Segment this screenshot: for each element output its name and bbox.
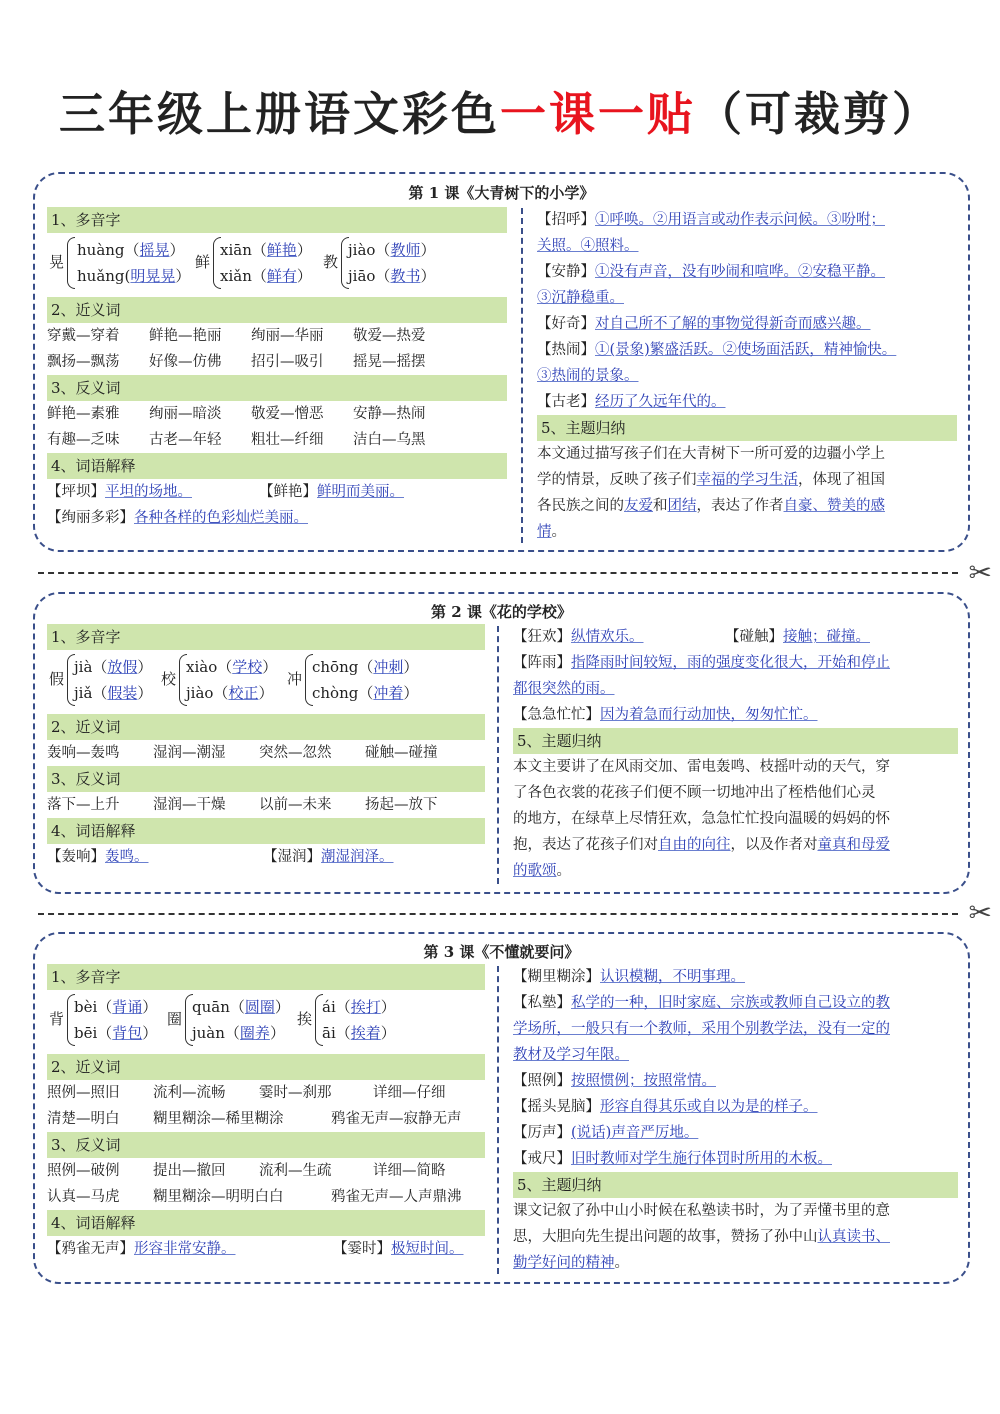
pinyin: jiǎ（ — [74, 684, 108, 702]
definition: 私学的一种，旧时家庭、宗族或教师自己设立的教 — [571, 995, 890, 1011]
summary-text: 各民族之间的 — [537, 498, 624, 514]
term: 【糊里糊涂】 — [513, 969, 600, 985]
synonym-row — [47, 323, 507, 349]
polyphone-word: 教书 — [390, 267, 421, 285]
lesson-3-right — [513, 964, 958, 1276]
paren: ） — [420, 267, 436, 285]
definition: 按照惯例；按照常情。 — [571, 1073, 716, 1089]
word-pair: 提出—撤回 — [153, 1163, 226, 1179]
word-pair: 鲜艳—素雅 — [47, 406, 120, 422]
summary — [513, 1198, 958, 1276]
word-pair: 轰响—轰鸣 — [47, 745, 120, 761]
term: 【厉声】 — [513, 1125, 571, 1141]
pinyin: chòng（ — [312, 684, 374, 702]
pinyin: quān（ — [192, 998, 245, 1016]
polyphone-block — [47, 233, 507, 291]
scissor-icon: ✂ — [968, 556, 992, 589]
section-header: 2、近义词 — [47, 1054, 485, 1080]
lesson-2-title: 第 2 课《花的学校》 — [431, 603, 572, 621]
term: 【古老】 — [537, 394, 595, 410]
polyphone-word: 学校 — [232, 658, 263, 676]
pinyin: xiān（ — [220, 241, 267, 259]
explanation-row — [47, 844, 485, 870]
summary-key: 情 — [537, 524, 552, 540]
summary-text: 。 — [551, 524, 566, 540]
cut-line — [38, 572, 958, 574]
cut-line — [38, 913, 958, 915]
term: 【招呼】 — [537, 212, 595, 228]
polyphone-word: 鲜艳 — [266, 241, 297, 259]
word-pair: 照例—照旧 — [47, 1085, 120, 1101]
term: 【私塾】 — [513, 995, 571, 1011]
definition: ③沉静稳重。 — [537, 290, 624, 306]
polyphone-char: 鲜 — [195, 253, 211, 271]
term: 【鸦雀无声】 — [47, 1241, 134, 1257]
definition: 轰鸣。 — [105, 849, 149, 865]
summary-key: 勤学好问的精神 — [513, 1255, 615, 1271]
synonym-row — [47, 349, 507, 375]
explanation-row — [47, 505, 507, 531]
word-pair: 糊里糊涂—明明白白 — [153, 1189, 284, 1205]
pinyin: jiào（ — [348, 241, 391, 259]
antonym-row — [47, 401, 507, 427]
pinyin: huàng（ — [77, 241, 140, 259]
polyphone-word: 教师 — [390, 241, 421, 259]
definition: ①没有声音，没有吵闹和喧哗。②安稳平静。 — [595, 264, 885, 280]
polyphone-word: 冲刺 — [373, 658, 404, 676]
polyphone-block — [47, 990, 485, 1048]
term: 【轰响】 — [47, 849, 105, 865]
definition: 鲜明而美丽。 — [317, 484, 404, 500]
word-pair: 详细—仔细 — [373, 1085, 446, 1101]
term-entry — [513, 1094, 958, 1120]
section-header: 5、主题归纳 — [513, 728, 958, 754]
pinyin: jiào（ — [186, 684, 229, 702]
summary-key: 的歌颂 — [513, 863, 557, 879]
summary-line: 了各色衣裳的花孩子们便不顾一切地冲出了桎梏他们心灵 — [513, 785, 876, 801]
term: 【热闹】 — [537, 342, 595, 358]
antonym-row — [47, 1158, 485, 1184]
section-header: 3、反义词 — [47, 375, 507, 401]
polyphone-word: 校正 — [228, 684, 259, 702]
polyphone-char: 假 — [49, 670, 65, 688]
definition: 认识模糊，不明事理。 — [600, 969, 745, 985]
definition: 教材及学习年限。 — [513, 1047, 629, 1063]
summary-key: 自豪、赞美的感 — [783, 498, 885, 514]
section-header: 5、主题归纳 — [513, 1172, 958, 1198]
word-pair: 落下—上升 — [47, 797, 120, 813]
word-pair: 粗壮—纤细 — [251, 432, 324, 448]
definition: 潮湿润泽。 — [321, 849, 394, 865]
term: 【摇头晃脑】 — [513, 1099, 600, 1115]
paren: ） — [175, 267, 191, 285]
definition: 对自己所不了解的事物觉得新奇而感兴趣。 — [595, 316, 871, 332]
term-entry — [513, 1146, 958, 1172]
summary-text: 思，大胆向先生提出问题的故事，赞扬了孙中山 — [513, 1229, 818, 1245]
paren: ） — [403, 658, 419, 676]
term: 【碰触】 — [725, 629, 783, 645]
word-pair: 好像—仿佛 — [149, 354, 222, 370]
term: 【霎时】 — [333, 1241, 391, 1257]
paren: ） — [380, 998, 396, 1016]
polyphone-char: 校 — [161, 670, 177, 688]
definition: 指降雨时间较短，雨的强度变化很大，开始和停止 — [571, 655, 890, 671]
paren: ） — [258, 684, 274, 702]
definition: (说话)声音严厉地。 — [571, 1125, 699, 1141]
definition: 形容非常安静。 — [134, 1241, 236, 1257]
summary-line: 课文记叙了孙中山小时候在私塾读书时，为了弄懂书里的意 — [513, 1203, 890, 1219]
term: 【急急忙忙】 — [513, 707, 600, 723]
term-entry — [513, 964, 958, 990]
polyphone-word: 摇晃 — [139, 241, 170, 259]
paren: ） — [380, 1024, 396, 1042]
section-header: 4、词语解释 — [47, 453, 507, 479]
section-header: 1、多音字 — [47, 624, 485, 650]
pinyin: bèi（ — [74, 998, 113, 1016]
term: 【鲜艳】 — [259, 484, 317, 500]
paren: ） — [137, 658, 153, 676]
summary-key: 认真读书、 — [817, 1229, 890, 1245]
polyphone-char: 挨 — [297, 1010, 313, 1028]
lesson-1-left — [47, 207, 507, 531]
lesson-3-title: 第 3 课《不懂就要问》 — [423, 943, 580, 961]
summary-key: 自由的向往 — [658, 837, 731, 853]
definition: 平坦的场地。 — [105, 484, 192, 500]
word-pair: 鲜艳—艳丽 — [149, 328, 222, 344]
definition: ①(景象)繁盛活跃。②使场面活跃，精神愉快。 — [595, 342, 897, 358]
synonym-row — [47, 1106, 485, 1132]
definition: 接触；碰撞。 — [783, 629, 870, 645]
pinyin: chōng（ — [312, 658, 374, 676]
word-pair: 绚丽—暗淡 — [149, 406, 222, 422]
term-entry — [537, 259, 957, 285]
summary-text: 。 — [556, 863, 571, 879]
section-header: 3、反义词 — [47, 766, 485, 792]
term: 【安静】 — [537, 264, 595, 280]
term: 【坪坝】 — [47, 484, 105, 500]
definition: ③热闹的景象。 — [537, 368, 639, 384]
definition: 经历了久远年代的。 — [595, 394, 726, 410]
term-entry — [537, 311, 957, 337]
summary-key: 童真和母爱 — [817, 837, 890, 853]
word-pair: 飘扬—飘荡 — [47, 354, 120, 370]
paren: ） — [142, 1024, 158, 1042]
pinyin: juàn（ — [192, 1024, 240, 1042]
polyphone-word: 背诵 — [112, 998, 143, 1016]
word-pair: 绚丽—华丽 — [251, 328, 324, 344]
word-pair: 照例—破例 — [47, 1163, 120, 1179]
synonym-row — [47, 740, 485, 766]
section-header: 3、反义词 — [47, 1132, 485, 1158]
explanation-row — [47, 479, 507, 505]
summary-key: 友爱 — [624, 498, 653, 514]
word-pair: 穿戴—穿着 — [47, 328, 120, 344]
term-entry — [513, 1120, 958, 1146]
word-pair: 霎时—刹那 — [259, 1085, 332, 1101]
word-pair: 安静—热闹 — [353, 406, 426, 422]
term: 【好奇】 — [537, 316, 595, 332]
term: 【照例】 — [513, 1073, 571, 1089]
pinyin: xiǎn（ — [220, 267, 267, 285]
column-divider — [521, 208, 523, 543]
definition: 旧时教师对学生施行体罚时所用的木板。 — [571, 1151, 832, 1167]
word-pair: 流利—生疏 — [259, 1163, 332, 1179]
section-header: 2、近义词 — [47, 297, 507, 323]
summary-key: 团结 — [667, 498, 697, 514]
word-pair: 糊里糊涂—稀里糊涂 — [153, 1111, 284, 1127]
word-pair: 有趣—乏味 — [47, 432, 120, 448]
summary — [513, 754, 958, 884]
pinyin: jià（ — [74, 658, 108, 676]
paren: ） — [274, 998, 290, 1016]
polyphone-char: 圈 — [167, 1010, 183, 1028]
word-pair: 详细—简略 — [373, 1163, 446, 1179]
word-pair: 敬爱—热爱 — [353, 328, 426, 344]
polyphone-word: 圆圈 — [244, 998, 275, 1016]
summary-line: 本文通过描写孩子们在大青树下一所可爱的边疆小学上 — [537, 446, 885, 462]
term-entry — [537, 207, 957, 233]
paren: ） — [142, 998, 158, 1016]
column-divider — [497, 626, 499, 884]
summary-line: 的地方，在绿草上尽情狂欢，急急忙忙投向温暖的妈妈的怀 — [513, 811, 890, 827]
definition: 都很突然的雨。 — [513, 681, 615, 697]
paren: ） — [296, 241, 312, 259]
paren: ） — [403, 684, 419, 702]
definition: 极短时间。 — [391, 1241, 464, 1257]
term: 【湿润】 — [263, 849, 321, 865]
lesson-1-card — [33, 172, 970, 552]
title-tail: （可裁剪） — [696, 87, 941, 141]
section-header: 5、主题归纳 — [537, 415, 957, 441]
word-pair: 鸦雀无声—寂静无声 — [331, 1111, 462, 1127]
summary — [537, 441, 957, 545]
term-entry — [513, 1068, 958, 1094]
word-pair: 清楚—明白 — [47, 1111, 120, 1127]
lesson-2-left — [47, 624, 485, 870]
pinyin: huǎng( — [77, 267, 131, 285]
term: 【狂欢】 — [513, 629, 571, 645]
word-pair: 以前—未来 — [259, 797, 332, 813]
paren: ） — [169, 241, 185, 259]
definition: 各种各样的色彩灿烂美丽。 — [134, 510, 308, 526]
lesson-2-card — [33, 592, 970, 894]
definition: 因为着急而行动加快，匆匆忙忙。 — [600, 707, 818, 723]
polyphone-word: 明晃晃 — [130, 267, 176, 285]
word-pair: 流利—流畅 — [153, 1085, 226, 1101]
lesson-2-right — [513, 624, 958, 884]
antonym-row — [47, 792, 485, 818]
word-pair: 扬起—放下 — [365, 797, 438, 813]
page-title — [0, 78, 1000, 144]
section-header: 2、近义词 — [47, 714, 485, 740]
definition: ①呼唤。②用语言或动作表示问候。③吩咐； — [595, 212, 885, 228]
lesson-1-title: 第 1 课《大青树下的小学》 — [408, 184, 595, 202]
lesson-3-card — [33, 932, 970, 1284]
polyphone-word: 圈养 — [239, 1024, 270, 1042]
definition: 关照。④照料。 — [537, 238, 639, 254]
explanation-row — [47, 1236, 485, 1262]
pinyin: ái（ — [322, 998, 351, 1016]
polyphone-word: 鲜有 — [266, 267, 297, 285]
paren: ） — [262, 658, 278, 676]
synonym-row — [47, 1080, 485, 1106]
polyphone-word: 冲着 — [373, 684, 404, 702]
paren: ） — [420, 241, 436, 259]
antonym-row — [47, 427, 507, 453]
paren: ） — [296, 267, 312, 285]
polyphone-block — [47, 650, 485, 708]
pinyin: jiāo（ — [348, 267, 391, 285]
summary-text: 和 — [653, 498, 668, 514]
pinyin: āi（ — [322, 1024, 351, 1042]
polyphone-char: 教 — [323, 253, 339, 271]
word-pair: 碰触—碰撞 — [365, 745, 438, 761]
antonym-row — [47, 1184, 485, 1210]
pinyin: xiào（ — [186, 658, 233, 676]
section-header: 1、多音字 — [47, 207, 507, 233]
column-divider — [497, 966, 499, 1274]
term: 【戒尺】 — [513, 1151, 571, 1167]
pinyin: bēi（ — [74, 1024, 113, 1042]
word-pair: 湿润—潮湿 — [153, 745, 226, 761]
polyphone-word: 挨打 — [350, 998, 381, 1016]
summary-line: 本文主要讲了在风雨交加、雷电轰鸣、枝摇叶动的天气，穿 — [513, 759, 890, 775]
word-pair: 古老—年轻 — [149, 432, 222, 448]
section-header: 4、词语解释 — [47, 1210, 485, 1236]
polyphone-word: 背包 — [112, 1024, 143, 1042]
paren: ） — [137, 684, 153, 702]
title-black: 三年级上册语文彩色 — [59, 87, 500, 141]
definition: 形容自得其乐或自以为是的样子。 — [600, 1099, 818, 1115]
polyphone-char: 晃 — [49, 253, 65, 271]
summary-text: ，体现了祖国 — [798, 472, 885, 488]
section-header: 1、多音字 — [47, 964, 485, 990]
term-entry — [513, 624, 958, 650]
word-pair: 突然—忽然 — [259, 745, 332, 761]
title-red: 一课一贴 — [500, 87, 696, 141]
word-pair: 湿润—干燥 — [153, 797, 226, 813]
summary-text: 。 — [614, 1255, 629, 1271]
term: 【阵雨】 — [513, 655, 571, 671]
definition: 学场所，一般只有一个教师，采用个别教学法，没有一定的 — [513, 1021, 890, 1037]
summary-text: ，以及作者对 — [730, 837, 818, 853]
polyphone-char: 冲 — [287, 670, 303, 688]
term-entry — [513, 702, 958, 728]
term-entry — [537, 337, 957, 363]
word-pair: 认真—马虎 — [47, 1189, 120, 1205]
section-header: 4、词语解释 — [47, 818, 485, 844]
lesson-3-left — [47, 964, 485, 1262]
term-entry — [513, 990, 958, 1016]
summary-text: ，表达了作者 — [696, 498, 784, 514]
definition: 纵情欢乐。 — [571, 629, 644, 645]
polyphone-word: 挨着 — [350, 1024, 381, 1042]
summary-key: 幸福的学习生活 — [696, 472, 798, 488]
lesson-1-right — [537, 207, 957, 545]
scissor-icon: ✂ — [968, 896, 992, 929]
polyphone-char: 背 — [49, 1010, 65, 1028]
polyphone-word: 放假 — [107, 658, 138, 676]
word-pair: 鸦雀无声—人声鼎沸 — [331, 1189, 462, 1205]
term-entry — [513, 650, 958, 676]
summary-text: 学的情景，反映了孩子们 — [537, 472, 697, 488]
summary-text: 抱，表达了花孩子们对 — [513, 837, 658, 853]
paren: ） — [269, 1024, 285, 1042]
word-pair: 敬爱—憎恶 — [251, 406, 324, 422]
polyphone-word: 假装 — [107, 684, 138, 702]
brace-icon — [67, 237, 75, 289]
term: 【绚丽多彩】 — [47, 510, 134, 526]
word-pair: 招引—吸引 — [251, 354, 324, 370]
term-entry — [537, 389, 957, 415]
word-pair: 洁白—乌黑 — [353, 432, 426, 448]
word-pair: 摇晃—摇摆 — [353, 354, 426, 370]
